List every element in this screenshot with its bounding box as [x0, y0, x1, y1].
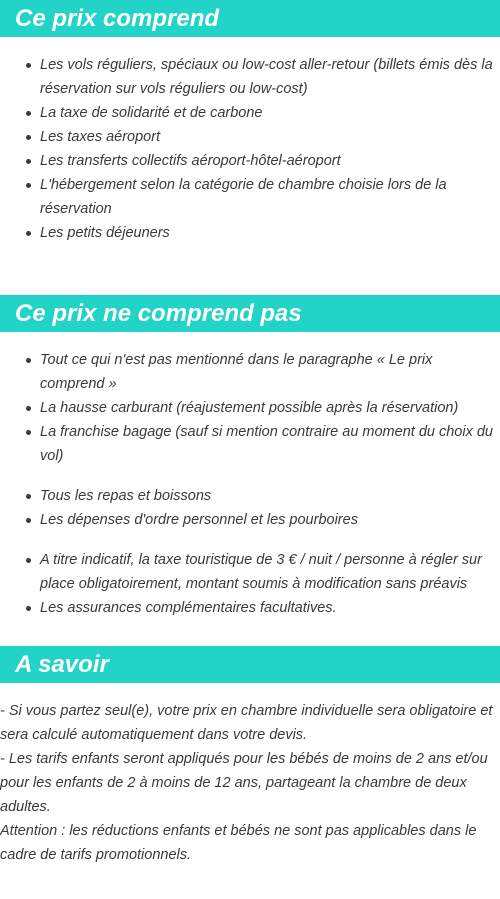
included-section-title: Ce prix comprend: [0, 0, 500, 37]
list-item: La franchise bagage (sauf si mention contraire au moment du choix du vol): [0, 420, 500, 468]
list-item: Les dépenses d'ordre personnel et les pourboires: [0, 508, 500, 532]
included-list: [0, 53, 500, 245]
savoir-paragraph: - Les tarifs enfants seront appliqués pour les bébés de moins de 2 ans et/ou pour les enfants de 2 à moins de 12 ans, partageant la chambre de deux adultes.: [0, 751, 488, 815]
list-item: Les taxes aéroport: [0, 125, 500, 149]
list-item: La hausse carburant (réajustement possible après la réservation): [0, 396, 500, 420]
list-item: Tous les repas et boissons: [0, 484, 500, 508]
list-item: Les transferts collectifs aéroport-hôtel-aéroport: [0, 149, 500, 173]
list-item: La taxe de solidarité et de carbone: [0, 101, 500, 125]
savoir-section-title: A savoir: [0, 646, 500, 683]
excluded-list: [0, 348, 500, 620]
savoir-body: [0, 699, 500, 867]
list-item: Les vols réguliers, spéciaux ou low-cost aller-retour (billets émis dès la réservation sur vols réguliers ou low-cost): [0, 53, 500, 101]
list-item: A titre indicatif, la taxe touristique de 3 € / nuit / personne à régler sur place obligatoirement, montant soumis à modification sans préavis: [0, 548, 500, 596]
list-item: Les petits déjeuners: [0, 221, 500, 245]
list-item: Les assurances complémentaires facultatives.: [0, 596, 500, 620]
excluded-section-title: Ce prix ne comprend pas: [0, 295, 500, 332]
savoir-paragraph: Attention : les réductions enfants et bébés ne sont pas applicables dans le cadre de tarifs promotionnels.: [0, 823, 477, 863]
savoir-paragraph: - Si vous partez seul(e), votre prix en chambre individuelle sera obligatoire et sera calculé automatiquement dans votre devis.: [0, 703, 493, 743]
list-item: Tout ce qui n'est pas mentionné dans le paragraphe « Le prix comprend »: [0, 348, 500, 396]
list-item: L'hébergement selon la catégorie de chambre choisie lors de la réservation: [0, 173, 500, 221]
